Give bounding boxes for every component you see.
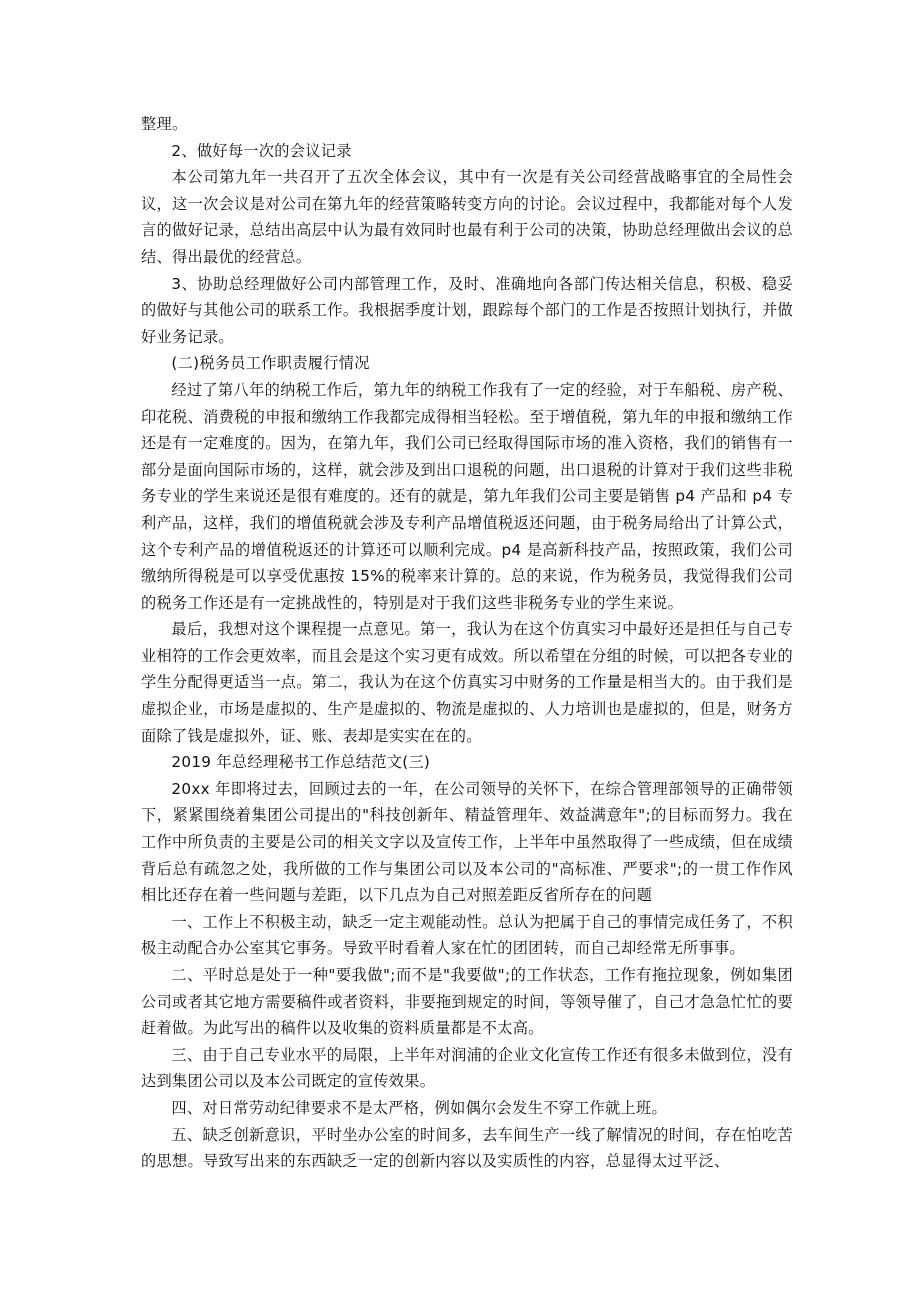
- article-title-sample-three: 2019 年总经理秘书工作总结范文(三): [171, 753, 431, 772]
- section-heading-meeting-records: 2、做好每一次的会议记录: [171, 141, 352, 160]
- issue-item-4: 四、对日常劳动纪律要求不是太严格，例如偶尔会发生不穿工作就上班。: [171, 1098, 667, 1117]
- paragraph-meetings: 本公司第九年一共召开了五次全体会议，其中有一次是有关公司经营战略事宜的全局性会议，这一次会议是对公司在第九年的经营策略转变方向的讨论。会议过程中，我都能对每个人发言的做好记录，总结出高层中认为最有效同时也最有利于公司的决策，协助总经理做出会议的总结、得出最优的经营总。: [141, 168, 793, 266]
- issue-item-2: 二、平时总是处于一种"要我做";而不是"我要做";的工作状态，工作有拖拉现象，例如集团公司或者其它地方需要稿件或者资料，非要拖到规定的时间，等领导催了，自己才急急忙忙的要赶着做。为此写出的稿件以及收集的资料质量都是不太高。: [141, 966, 793, 1038]
- document-body: [141, 111, 793, 1175]
- section-heading-tax-duties: (二)税务员工作职责履行情况: [171, 354, 370, 373]
- paragraph-course-suggestions: 最后，我想对这个课程提一点意见。第一，我认为在这个仿真实习中最好还是担任与自己专业相符的工作会更效率，而且会是这个实习更有成效。所以希望在分组的时候，可以把各专业的学生分配得更适当一点。第二，我认为在这个仿真实习中财务的工作量是相当大的。由于我们是虚拟企业，市场是虚拟的、生产是虚拟的、物流是虚拟的、人力培训也是虚拟的，但是，财务方面除了钱是虚拟外，证、账、表却是实实在在的。: [141, 620, 793, 745]
- paragraph-tax-work: 经过了第八年的纳税工作后，第九年的纳税工作我有了一定的经验，对于车船税、房产税、印花税、消费税的申报和缴纳工作我都完成得相当轻松。至于增值税，第九年的申报和缴纳工作还是有一定难度的。因为，在第九年，我们公司已经取得国际市场的准入资格，我们的销售有一部分是面向国际市场的，这样，就会涉及到出口退税的问题，出口退税的计算对于我们这些非税务专业的学生来说还是很有难度的。还有的就是，第九年我们公司主要是销售 p4 产品和 p4 专利产品，这样，我们的增值税就会涉及专利产品增值税返还问题，由于税务局给出了计算公式，这个专利产品的增值税返还的计算还可以顺利完成。p4 是高新科技产品，按照政策，我们公司缴纳所得税是可以享受优惠按 15%的税率来计算的。总的来说，作为税务员，我觉得我们公司的税务工作还是有一定挑战性的，特别是对于我们这些非税务专业的学生来说。: [141, 380, 793, 612]
- issue-item-3: 三、由于自己专业水平的局限，上半年对润浦的企业文化宣传工作还有很多未做到位，没有达到集团公司以及本公司既定的宣传效果。: [141, 1045, 793, 1091]
- paragraph-continuation: 整理。: [141, 115, 188, 133]
- issue-item-1: 一、工作上不积极主动，缺乏一定主观能动性。总认为把属于自己的事情完成任务了，不积极主动配合办公室其它事务。导致平时看着人家在忙的团团转，而自己却经常无所事事。: [141, 912, 793, 958]
- paragraph-internal-management: 3、协助总经理做好公司内部管理工作，及时、准确地向各部门传达相关信息，积极、稳妥的做好与其他公司的联系工作。我根据季度计划，跟踪每个部门的工作是否按照计划执行，并做好业务记录。: [141, 274, 793, 346]
- issue-item-5: 五、缺乏创新意识，平时坐办公室的时间多，去车间生产一线了解情况的时间，存在怕吃苦的思想。导致写出来的东西缺乏一定的创新内容以及实质性的内容，总显得太过平泛、: [141, 1125, 793, 1171]
- paragraph-year-review: 20xx 年即将过去，回顾过去的一年，在公司领导的关怀下，在综合管理部领导的正确带领下，紧紧围绕着集团公司提出的"科技创新年、精益管理年、效益满意年";的目标而努力。我在工作中所负责的主要是公司的相关文字以及宣传工作，上半年中虽然取得了一些成绩，但在成绩背后总有疏忽之处，我所做的工作与集团公司以及本公司的"高标准、严要求";的一贯工作作风相比还存在着一些问题与差距，以下几点为自己对照差距反省所存在的问题: [141, 779, 793, 905]
